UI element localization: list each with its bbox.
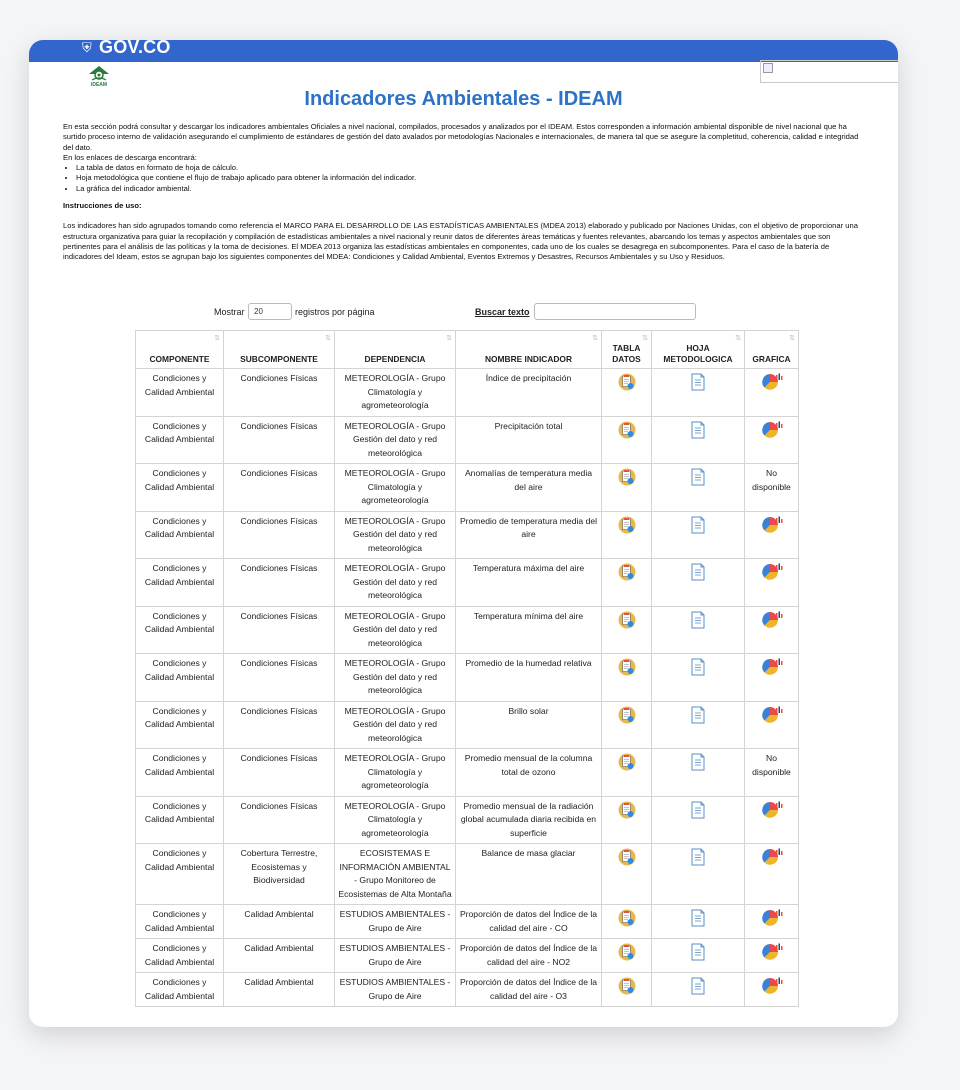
cell-componente: Condiciones y Calidad Ambiental (136, 973, 224, 1007)
header-label: TABLA DATOS (612, 343, 641, 364)
pie-chart-icon[interactable] (761, 658, 783, 676)
document-icon[interactable] (690, 611, 706, 629)
document-icon[interactable] (690, 658, 706, 676)
cell-dependencia: ESTUDIOS AMBIENTALES - Grupo de Aire (335, 939, 456, 973)
pie-chart-icon[interactable] (761, 373, 783, 391)
cell-dependencia: METEOROLOGÍA - Grupo Gestión del dato y red meteorológica (335, 416, 456, 464)
cell-indicador: Temperatura mínima del aire (456, 606, 602, 654)
cell-componente: Condiciones y Calidad Ambiental (136, 939, 224, 973)
cell-componente: Condiciones y Calidad Ambiental (136, 749, 224, 797)
cell-dependencia: ESTUDIOS AMBIENTALES - Grupo de Aire (335, 973, 456, 1007)
table-row (136, 939, 799, 973)
spreadsheet-icon[interactable] (618, 848, 636, 866)
table-row (136, 559, 799, 607)
table-row (136, 905, 799, 939)
cell-indicador: Promedio de temperatura media del aire (456, 511, 602, 559)
document-icon[interactable] (690, 909, 706, 927)
not-available-label: No disponible (752, 753, 791, 777)
cell-grafica (745, 511, 799, 559)
colombia-shield-icon: ⛨ (82, 40, 92, 55)
table-row (136, 464, 799, 512)
spreadsheet-icon[interactable] (618, 421, 636, 439)
cell-componente: Condiciones y Calidad Ambiental (136, 369, 224, 417)
cell-componente: Condiciones y Calidad Ambiental (136, 796, 224, 844)
cell-indicador: Proporción de datos del Índice de la calidad del aire - CO (456, 905, 602, 939)
cell-grafica (745, 464, 799, 512)
cell-tabla-datos (602, 939, 652, 973)
list-item: • Hoja metodológica que contiene el flujo de trabajo aplicado para obtener la información del indicador. (76, 173, 869, 183)
table-row (136, 749, 799, 797)
cell-hoja-metodologica (652, 654, 745, 702)
broken-image-icon (763, 63, 773, 73)
cell-grafica (745, 905, 799, 939)
cell-tabla-datos (602, 416, 652, 464)
gov-co-link[interactable]: GOV.CO (99, 40, 171, 57)
sort-icon: ⇅ (592, 335, 598, 342)
spreadsheet-icon[interactable] (618, 706, 636, 724)
pie-chart-icon[interactable] (761, 909, 783, 927)
cell-indicador: Precipitación total (456, 416, 602, 464)
cell-subcomponente: Condiciones Físicas (224, 749, 335, 797)
document-icon[interactable] (690, 468, 706, 486)
cell-componente: Condiciones y Calidad Ambiental (136, 559, 224, 607)
not-available-label: No disponible (752, 468, 791, 492)
cell-grafica (745, 939, 799, 973)
header-componente[interactable] (136, 331, 224, 369)
header-hoja-metodologica[interactable] (652, 331, 745, 369)
cell-hoja-metodologica (652, 369, 745, 417)
document-icon[interactable] (690, 943, 706, 961)
document-icon[interactable] (690, 977, 706, 995)
cell-dependencia: METEOROLOGÍA - Grupo Climatología y agrometeorología (335, 796, 456, 844)
spreadsheet-icon[interactable] (618, 801, 636, 819)
cell-hoja-metodologica (652, 939, 745, 973)
pie-chart-icon[interactable] (761, 801, 783, 819)
table-header-row (136, 331, 799, 369)
cell-subcomponente: Condiciones Físicas (224, 369, 335, 417)
cell-grafica (745, 701, 799, 749)
page-size-select[interactable]: 20 (248, 303, 292, 320)
cell-grafica (745, 796, 799, 844)
spreadsheet-icon[interactable] (618, 516, 636, 534)
cell-subcomponente: Condiciones Físicas (224, 796, 335, 844)
cell-dependencia: METEOROLOGÍA - Grupo Climatología y agrometeorología (335, 369, 456, 417)
spreadsheet-icon[interactable] (618, 563, 636, 581)
spreadsheet-icon[interactable] (618, 977, 636, 995)
spreadsheet-icon[interactable] (618, 909, 636, 927)
cell-subcomponente: Condiciones Físicas (224, 416, 335, 464)
header-label: COMPONENTE (149, 354, 210, 364)
table-row (136, 796, 799, 844)
cell-componente: Condiciones y Calidad Ambiental (136, 654, 224, 702)
sort-icon: ⇅ (214, 335, 220, 342)
spreadsheet-icon[interactable] (618, 468, 636, 486)
cell-dependencia: METEOROLOGÍA - Grupo Climatología y agrometeorología (335, 749, 456, 797)
cell-indicador: Temperatura máxima del aire (456, 559, 602, 607)
document-icon[interactable] (690, 801, 706, 819)
cell-subcomponente: Condiciones Físicas (224, 464, 335, 512)
cell-hoja-metodologica (652, 511, 745, 559)
cell-componente: Condiciones y Calidad Ambiental (136, 844, 224, 905)
table-row (136, 654, 799, 702)
cell-tabla-datos (602, 606, 652, 654)
cell-subcomponente: Condiciones Físicas (224, 606, 335, 654)
per-page-label: registros por página (295, 307, 375, 317)
cell-grafica (745, 749, 799, 797)
pie-chart-icon[interactable] (761, 563, 783, 581)
cell-tabla-datos (602, 796, 652, 844)
cell-subcomponente: Condiciones Físicas (224, 701, 335, 749)
cell-tabla-datos (602, 654, 652, 702)
list-item: • La tabla de datos en formato de hoja de cálculo. (76, 163, 869, 173)
header-label: HOJA METODOLOGICA (663, 343, 733, 364)
sort-icon: ⇅ (735, 335, 741, 342)
pie-chart-icon[interactable] (761, 421, 783, 439)
spreadsheet-icon[interactable] (618, 943, 636, 961)
cell-componente: Condiciones y Calidad Ambiental (136, 464, 224, 512)
show-label: Mostrar (214, 307, 245, 317)
cell-componente: Condiciones y Calidad Ambiental (136, 511, 224, 559)
table-row (136, 844, 799, 905)
list-item: • La gráfica del indicador ambiental. (76, 184, 869, 194)
cell-tabla-datos (602, 701, 652, 749)
cell-indicador: Promedio de la humedad relativa (456, 654, 602, 702)
cell-hoja-metodologica (652, 416, 745, 464)
cell-hoja-metodologica (652, 973, 745, 1007)
header-subcomponente[interactable] (224, 331, 335, 369)
cell-hoja-metodologica (652, 796, 745, 844)
cell-indicador: Proporción de datos del Índice de la calidad del aire - O3 (456, 973, 602, 1007)
table-row (136, 973, 799, 1007)
cell-grafica (745, 606, 799, 654)
cell-tabla-datos (602, 511, 652, 559)
pie-chart-icon[interactable] (761, 516, 783, 534)
cell-subcomponente: Calidad Ambiental (224, 973, 335, 1007)
page-title: Indicadores Ambientales - IDEAM (304, 88, 623, 110)
spreadsheet-icon[interactable] (618, 658, 636, 676)
cell-grafica (745, 369, 799, 417)
cell-componente: Condiciones y Calidad Ambiental (136, 905, 224, 939)
instructions-title: Instrucciones de uso: (63, 201, 142, 211)
spreadsheet-icon[interactable] (618, 373, 636, 391)
cell-subcomponente: Cobertura Terrestre, Ecosistemas y Biodiversidad (224, 844, 335, 905)
cell-tabla-datos (602, 973, 652, 1007)
header-dependencia[interactable] (335, 331, 456, 369)
search-input[interactable] (534, 303, 696, 320)
table-row (136, 606, 799, 654)
links-intro: En los enlaces de descarga encontrará: (63, 152, 197, 162)
cell-subcomponente: Condiciones Físicas (224, 654, 335, 702)
table-row (136, 511, 799, 559)
page-card (29, 40, 898, 1027)
document-icon[interactable] (690, 373, 706, 391)
cell-subcomponente: Calidad Ambiental (224, 939, 335, 973)
cell-dependencia: METEOROLOGÍA - Grupo Gestión del dato y red meteorológica (335, 654, 456, 702)
cell-hoja-metodologica (652, 464, 745, 512)
sort-icon: ⇅ (642, 335, 648, 342)
ideam-logo[interactable] (86, 64, 112, 88)
cell-dependencia: METEOROLOGÍA - Grupo Gestión del dato y red meteorológica (335, 511, 456, 559)
document-icon[interactable] (690, 563, 706, 581)
instructions-paragraph: Los indicadores han sido agrupados tomando como referencia el MARCO PARA EL DESARROLLO DE LAS ESTADÍSTICAS AMBIENTALES (MDEA 2013) elaborado y publicado por Naciones Unidas, con el objetivo de proporcionar una estructura organizativa para guiar la recopilación y compilación de estadísticas ambientales a nivel nacional y reunir datos de diferentes áreas temáticas y fuentes relevantes, abarcando los temas y aspectos ambientales que son pertinentes para el análisis de las políticas y la toma de decisiones. El MDEA 2013 organiza las estadísticas ambientales en componentes, cada uno de los cuales se desagrega en subcomponentes. Para el caso de la batería de indicadores del Ideam, estos se agrupan bajo los siguientes componentes del MDEA: Condiciones y Calidad Ambiental, Eventos Extremos y Desastres, Recursos Ambientales y su Uso y Residuos. (63, 221, 858, 262)
document-icon[interactable] (690, 706, 706, 724)
cell-dependencia: ECOSISTEMAS E INFORMACIÓN AMBIENTAL - Grupo Monitoreo de Ecosistemas de Alta Montaña (335, 844, 456, 905)
pie-chart-icon[interactable] (761, 611, 783, 629)
cell-subcomponente: Condiciones Físicas (224, 511, 335, 559)
cell-grafica (745, 654, 799, 702)
cell-componente: Condiciones y Calidad Ambiental (136, 416, 224, 464)
download-list (63, 163, 869, 194)
cell-componente: Condiciones y Calidad Ambiental (136, 606, 224, 654)
document-icon[interactable] (690, 421, 706, 439)
pie-chart-icon[interactable] (761, 977, 783, 995)
cell-grafica (745, 416, 799, 464)
cell-indicador: Brillo solar (456, 701, 602, 749)
header-label: DEPENDENCIA (364, 354, 426, 364)
sort-icon: ⇅ (446, 335, 452, 342)
table-row (136, 416, 799, 464)
gov-bar (29, 40, 898, 62)
pie-chart-icon[interactable] (761, 706, 783, 724)
cell-grafica (745, 844, 799, 905)
table-controls (29, 303, 898, 323)
cell-indicador: Índice de precipitación (456, 369, 602, 417)
pie-chart-icon[interactable] (761, 943, 783, 961)
table-row (136, 369, 799, 417)
document-icon[interactable] (690, 753, 706, 771)
ideam-logo-icon (86, 64, 112, 82)
intro-section (63, 122, 869, 263)
cell-hoja-metodologica (652, 844, 745, 905)
table-row (136, 701, 799, 749)
cell-componente: Condiciones y Calidad Ambiental (136, 701, 224, 749)
cell-hoja-metodologica (652, 701, 745, 749)
header-tabla-datos[interactable] (602, 331, 652, 369)
cell-grafica (745, 973, 799, 1007)
cell-dependencia: METEOROLOGÍA - Grupo Gestión del dato y red meteorológica (335, 701, 456, 749)
cell-tabla-datos (602, 369, 652, 417)
cell-dependencia: METEOROLOGÍA - Grupo Gestión del dato y red meteorológica (335, 606, 456, 654)
cell-hoja-metodologica (652, 749, 745, 797)
cell-tabla-datos (602, 464, 652, 512)
cell-hoja-metodologica (652, 905, 745, 939)
logo-label: IDEAM (90, 82, 108, 88)
cell-indicador: Balance de masa glaciar (456, 844, 602, 905)
cell-grafica (745, 559, 799, 607)
banner-image (760, 60, 898, 83)
cell-hoja-metodologica (652, 606, 745, 654)
cell-tabla-datos (602, 905, 652, 939)
search-label: Buscar texto (475, 307, 530, 317)
pie-chart-icon[interactable] (761, 848, 783, 866)
sort-icon: ⇅ (325, 335, 331, 342)
cell-subcomponente: Condiciones Físicas (224, 559, 335, 607)
cell-indicador: Proporción de datos del Índice de la calidad del aire - NO2 (456, 939, 602, 973)
cell-dependencia: METEOROLOGÍA - Grupo Climatología y agrometeorología (335, 464, 456, 512)
header-label: NOMBRE INDICADOR (484, 354, 572, 364)
header-label: GRAFICA (752, 354, 791, 364)
cell-dependencia: METEOROLOGÍA - Grupo Gestión del dato y red meteorológica (335, 559, 456, 607)
cell-hoja-metodologica (652, 559, 745, 607)
indicators-table (135, 330, 799, 1007)
header-nombre-indicador[interactable] (456, 331, 602, 369)
document-icon[interactable] (690, 516, 706, 534)
sort-icon: ⇅ (789, 335, 795, 342)
spreadsheet-icon[interactable] (618, 611, 636, 629)
document-icon[interactable] (690, 848, 706, 866)
cell-tabla-datos (602, 559, 652, 607)
cell-tabla-datos (602, 844, 652, 905)
intro-paragraph: En esta sección podrá consultar y descargar los indicadores ambientales Oficiales a nivel nacional, compilados, procesados y analizados por el IDEAM. Estos corresponden a información ambiental disponible de nivel nacional que ha surtido proceso interno de validación asegurando el cumplimiento de estándares de gestión del dato avalados por metodologías Nacionales e internacionales, de manera tal que se asegure la completitud, coherencia, calidad e integridad del dato. (63, 122, 859, 152)
cell-tabla-datos (602, 749, 652, 797)
header-grafica[interactable] (745, 331, 799, 369)
spreadsheet-icon[interactable] (618, 753, 636, 771)
cell-indicador: Anomalías de temperatura media del aire (456, 464, 602, 512)
table-body (136, 369, 799, 1007)
cell-indicador: Promedio mensual de la radiación global acumulada diaria recibida en superficie (456, 796, 602, 844)
cell-subcomponente: Calidad Ambiental (224, 905, 335, 939)
cell-indicador: Promedio mensual de la columna total de ozono (456, 749, 602, 797)
cell-dependencia: ESTUDIOS AMBIENTALES - Grupo de Aire (335, 905, 456, 939)
header-label: SUBCOMPONENTE (240, 354, 318, 364)
